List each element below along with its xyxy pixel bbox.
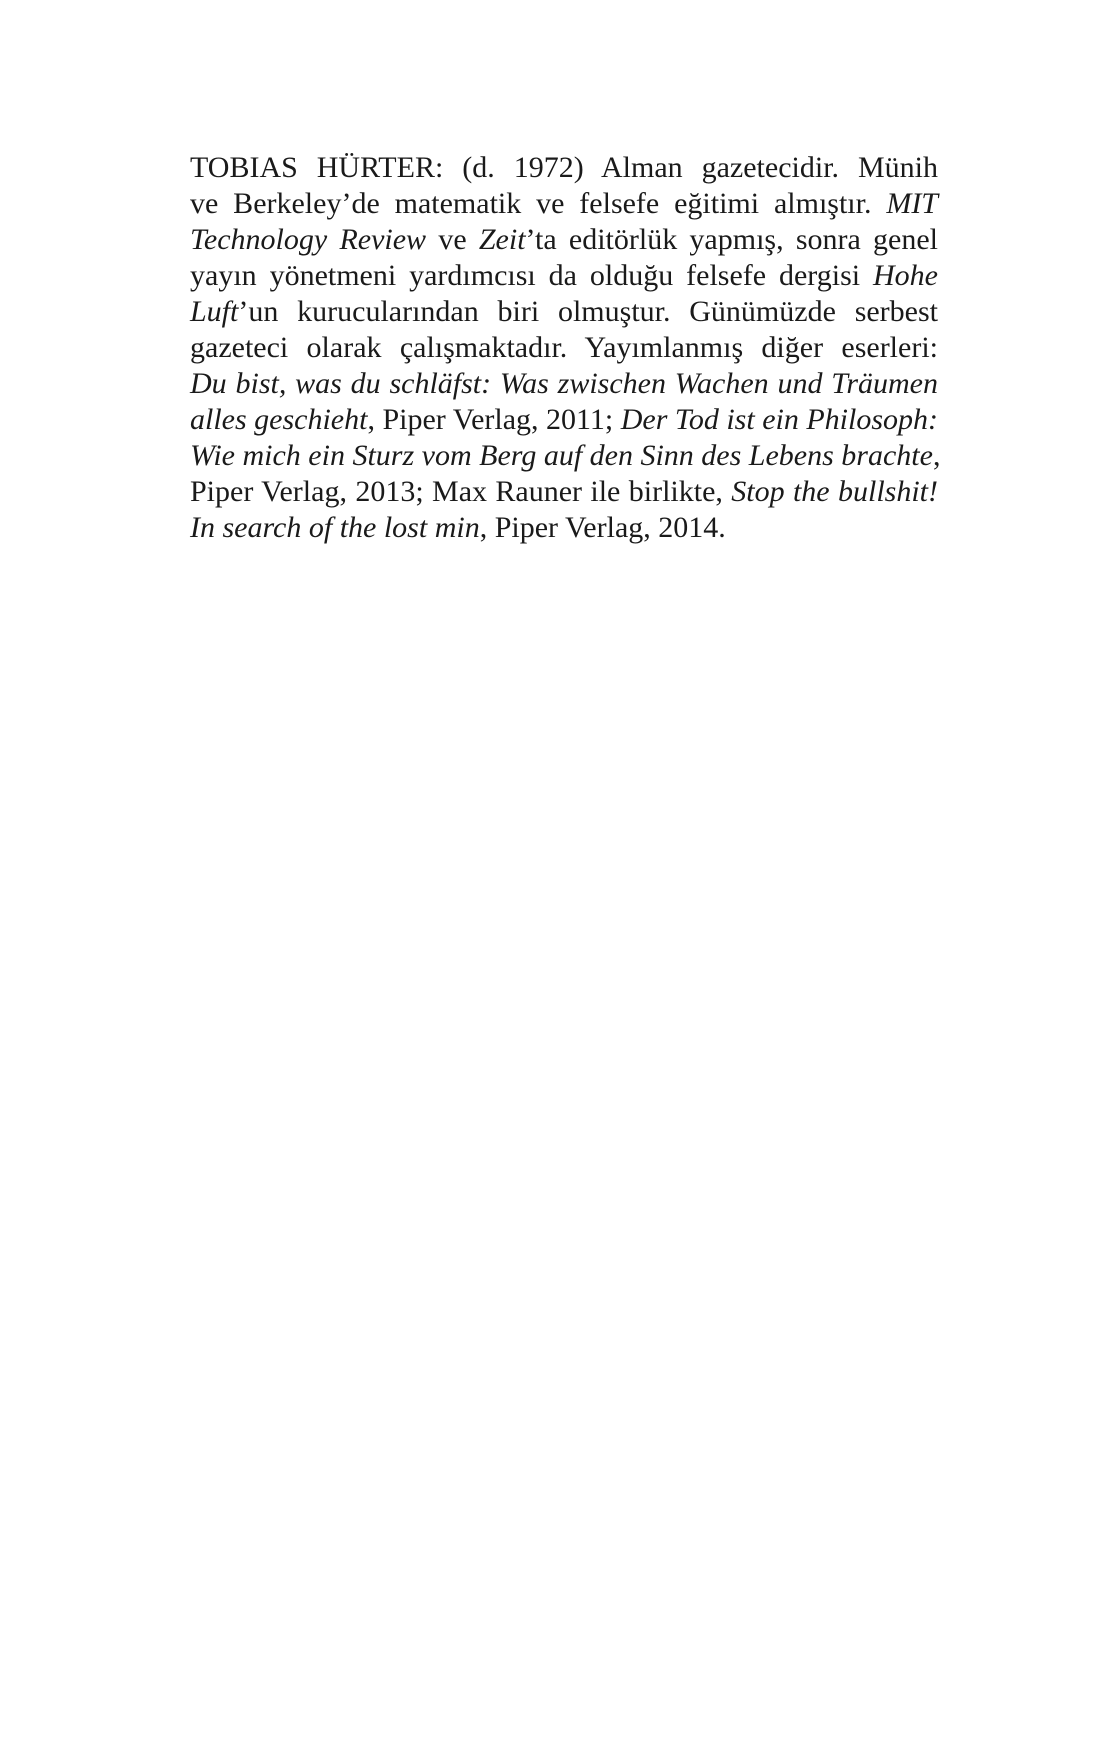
bio-text: gazeteci olarak çalışmaktadır. Yayımlanmış diğer eserleri: [190,331,938,364]
bio-italic-title: Wie mich ein Sturz vom Berg auf den Sinn des Lebens brachte [190,439,933,472]
bio-line [190,222,938,258]
bio-italic-title: Luft [190,295,239,328]
bio-line [190,474,938,510]
bio-line [190,186,938,222]
bio-italic-title: Hohe [873,259,938,292]
bio-line [190,330,938,366]
bio-line [190,294,938,330]
bio-line [190,150,938,186]
bio-text: , Piper Verlag, 2014. [479,511,726,544]
bio-italic-title: Stop the bullshit! [731,475,938,508]
bio-italic-title: MIT [886,187,938,220]
bio-italic-title: Technology Review [190,223,427,256]
bio-line [190,402,938,438]
bio-text: ve Berkeley’de matematik ve felsefe eğitimi almıştır. [190,187,887,220]
bio-text: TOBIAS HÜRTER: (d. 1972) Alman gazetecidir. Münih [190,151,938,184]
author-bio [190,150,941,546]
bio-line [190,438,941,474]
bio-text: ve [426,223,479,256]
bio-line [190,258,938,294]
bio-text: , Piper Verlag, 2011; [367,403,621,436]
bio-italic-title: Der Tod ist ein Philosoph: [620,403,939,436]
bio-italic-title: Du bist, was du schläfst: Was zwischen Wachen und Träumen [190,367,938,400]
bio-text: yayın yönetmeni yardımcısı da olduğu felsefe dergisi [190,259,874,292]
bio-text: ’ta editörlük yapmış, sonra genel [525,223,939,256]
bio-italic-title: alles geschieht [190,403,368,436]
bio-line [190,510,938,546]
bio-italic-title: In search of the lost min [190,511,480,544]
bio-text: ’un kurucularından biri olmuştur. Günümüzde serbest [238,295,938,328]
bio-text: Piper Verlag, 2013; Max Rauner ile birlikte, [190,475,732,508]
bio-text: , [932,439,941,472]
bio-italic-title: Zeit [478,223,526,256]
bio-line [190,366,938,402]
